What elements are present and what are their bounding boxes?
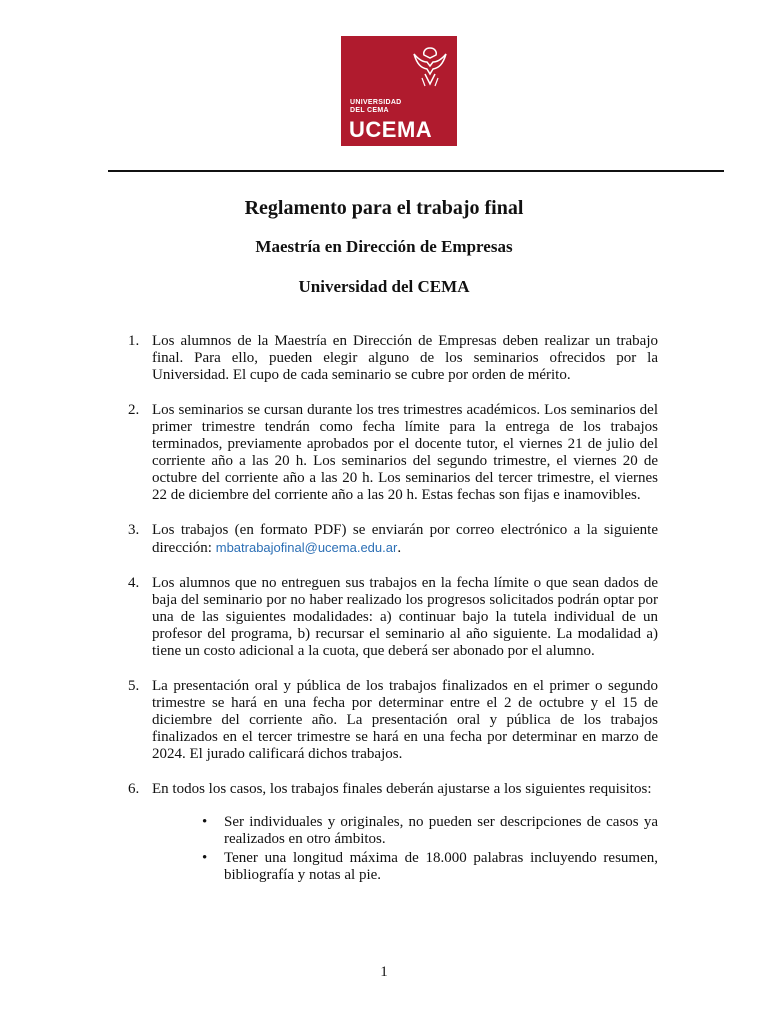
institution-name: Universidad del CEMA	[298, 277, 470, 296]
document-title: Reglamento para el trabajo final	[244, 197, 524, 219]
list-item: 4. Los alumnos que no entreguen sus trabajos en la fecha límite o que sean dados de baja del seminario por no haber realizado los progresos solicitados podrán optar por una de las siguientes modalidades: a) continuar bajo la tutela individual de un profesor del programa, b) recursar el seminario al año siguiente. La modalidad a) tiene un costo adicional a la cuota, que deberá ser abonado por el alumno.	[128, 575, 658, 659]
document-subtitle: Maestría en Dirección de Empresas	[255, 237, 513, 256]
list-item: 2. Los seminarios se cursan durante los tres trimestres académicos. Los seminarios del primer trimestre tendrán como fecha límite para la entrega de los trabajos terminados, previamente aprobados por el docente tutor, el viernes 21 de julio del corriente año a las 20 h. Los seminarios del segundo trimestre, el viernes 20 de octubre del corriente año a las 20 h. Los seminarios del tercer trimestre, el viernes 22 de diciembre del corriente año a las 20 h. Estas fechas son fijas e inamovibles.	[128, 402, 658, 503]
list-item: 1. Los alumnos de la Maestría en Dirección de Empresas deben realizar un trabajo final. Para ello, pueden elegir alguno de los seminarios ofrecidos por la Universidad. El cupo de cada seminario se cubre por orden de mérito.	[128, 333, 658, 383]
email-link[interactable]: mbatrabajofinal@ucema.edu.ar	[215, 540, 398, 555]
list-item: 5. La presentación oral y pública de los trabajos finalizados en el primer o segundo trimestre se hará en una fecha por determinar entre el 2 de octubre y el 15 de diciembre del corriente año. La presentación oral y pública de los trabajos finalizados en el tercer trimestre se hará en una fecha por determinar en marzo de 2024. El jurado calificará dichos trabajos.	[128, 678, 658, 762]
rules-list	[128, 333, 658, 886]
list-item: 6. En todos los casos, los trabajos finales deberán ajustarse a los siguientes requisitos: • Ser individuales y originales, no pueden ser descripciones de casos ya realizados en otro ámbitos. • Tener una longitud máxima de 18.000 palabras incluyendo resumen, bibliografía y notas al pie.	[128, 781, 658, 883]
requirement-item: • Ser individuales y originales, no pueden ser descripciones de casos ya realizados en otro ámbitos.	[202, 814, 658, 847]
page-number: 1	[380, 964, 388, 980]
requirement-item: • Tener una longitud máxima de 18.000 palabras incluyendo resumen, bibliografía y notas al pie.	[202, 850, 658, 883]
header-rule	[108, 170, 724, 172]
logo-brand: UCEMA	[349, 117, 433, 142]
requirements-list	[152, 814, 658, 884]
eagle-emblem-icon	[411, 44, 449, 90]
ucema-logo	[341, 36, 457, 146]
logo-university-text: UNIVERSIDAD DEL CEMA	[350, 99, 402, 114]
list-item: 3. Los trabajos (en formato PDF) se enviarán por correo electrónico a la siguiente dirección: mbatrabajofinal@ucema.edu.ar.	[128, 522, 658, 556]
